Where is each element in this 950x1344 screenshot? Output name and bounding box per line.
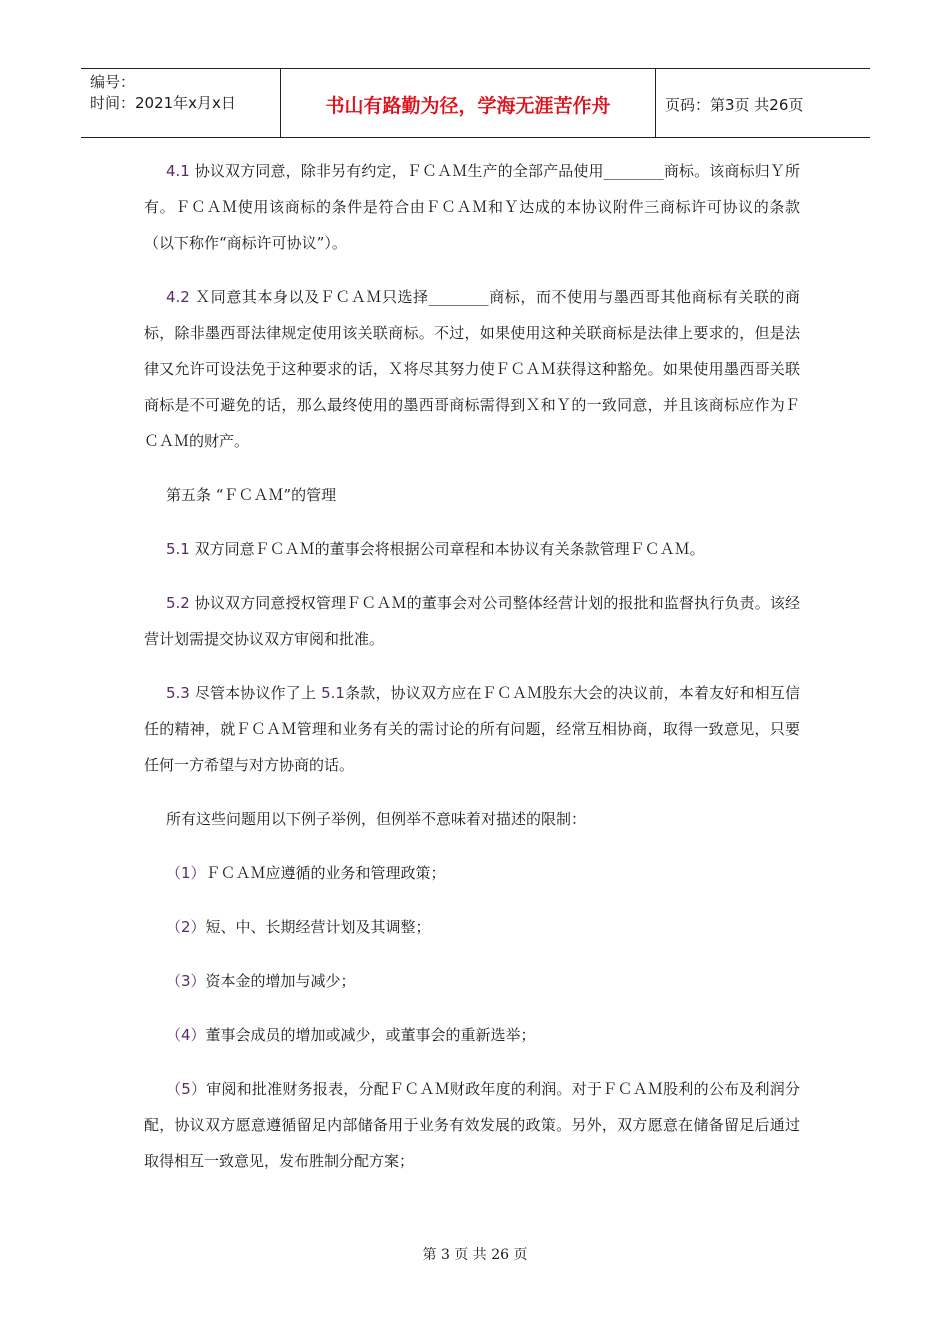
list-item-text: 短、中、长期经营计划及其调整； — [205, 918, 431, 936]
clause-5-2 — [144, 585, 800, 657]
clause-text: 条款，协议双方应在ＦＣＡＭ股东大会的决议前，本着友好和相互信任的精神，就ＦＣＡＭ管理和业务有关的需讨论的所有问题，经常互相协商，取得一致意见，只要任何一方希望与对方协商的话。 — [144, 684, 800, 774]
clause-number: 5.2 — [166, 594, 190, 612]
examples-intro: 所有这些问题用以下例子举例，但例举不意味着对描述的限制： — [166, 810, 587, 828]
list-item-text: 资本金的增加与减少； — [205, 972, 356, 990]
page-footer: 第 3 页 共 26 页 — [422, 1247, 528, 1263]
clause-number: 5.1 — [166, 540, 190, 558]
clause-5-3 — [144, 675, 800, 783]
list-item-number: （3） — [166, 972, 206, 990]
header-motto: 书山有路勤为径，学海无涯苦作舟 — [325, 94, 611, 117]
document-body — [144, 153, 800, 1197]
list-item — [144, 1071, 800, 1179]
clause-text: 尽管本协议作了上 — [189, 684, 322, 702]
clause-number: 4.2 — [166, 288, 190, 306]
header-page-cell — [656, 69, 870, 137]
list-item-number: （4） — [166, 1026, 206, 1044]
section-heading: 第五条 “ＦＣＡＭ”的管理 — [166, 486, 337, 504]
list-item-number: （5） — [166, 1080, 207, 1098]
list-item — [144, 963, 800, 999]
header-meta-cell — [81, 69, 281, 137]
clause-number: 5.3 — [166, 684, 190, 702]
doc-time-label: 时间：2021年x月x日 — [90, 94, 236, 112]
clause-4-1 — [144, 153, 800, 261]
header-page-info: 页码：第3页 共26页 — [665, 95, 804, 114]
clause-reference-number: 5.1 — [321, 684, 345, 702]
clause-text: 协议双方同意授权管理ＦＣＡＭ的董事会对公司整体经营计划的报批和监督执行负责。该经营计划需提交协议双方审阅和批准。 — [144, 594, 800, 648]
clause-4-2 — [144, 279, 800, 459]
list-item-text: ＦＣＡＭ应遵循的业务和管理政策； — [205, 864, 446, 882]
header-table — [81, 68, 870, 138]
clause-5-1 — [144, 531, 800, 567]
clause-number: 4.1 — [166, 162, 190, 180]
list-item-text: 审阅和批准财务报表，分配ＦＣＡＭ财政年度的利润。对于ＦＣＡＭ股利的公布及利润分配，协议双方愿意遵循留足内部储备用于业务有效发展的政策。另外，双方愿意在储备留足后通过取得相互一致意见，发布胜制分配方案； — [144, 1080, 800, 1170]
list-item — [144, 1017, 800, 1053]
list-item-number: （1） — [166, 864, 206, 882]
header-motto-cell — [281, 69, 656, 137]
clause-text: 双方同意ＦＣＡＭ的董事会将根据公司章程和本协议有关条款管理ＦＣＡＭ。 — [189, 540, 705, 558]
list-item — [144, 909, 800, 945]
list-item — [144, 855, 800, 891]
clause-text: Ｘ同意其本身以及ＦＣＡＭ只选择________商标，而不使用与墨西哥其他商标有关联的商标，除非墨西哥法律规定使用该关联商标。不过，如果使用这种关联商标是法律上要求的，但是法律又允许可设法免于这种要求的话，Ｘ将尽其努力使ＦＣＡＭ获得这种豁免。如果使用墨西哥关联商标是不可避免的话，那么最终使用的墨西哥商标需得到Ｘ和Ｙ的一致同意，并且该商标应作为ＦＣＡＭ的财产。 — [144, 288, 800, 450]
clause-text: 协议双方同意，除非另有约定，ＦＣＡＭ生产的全部产品使用________商标。该商标归Ｙ所有。ＦＣＡＭ使用该商标的条件是符合由ＦＣＡＭ和Ｙ达成的本协议附件三商标许可协议的条款（以下称作“商标许可协议”）。 — [144, 162, 800, 252]
doc-number-label: 编号： — [90, 73, 136, 91]
list-item-number: （2） — [166, 918, 206, 936]
list-item-text: 董事会成员的增加或减少，或董事会的重新选举； — [205, 1026, 536, 1044]
